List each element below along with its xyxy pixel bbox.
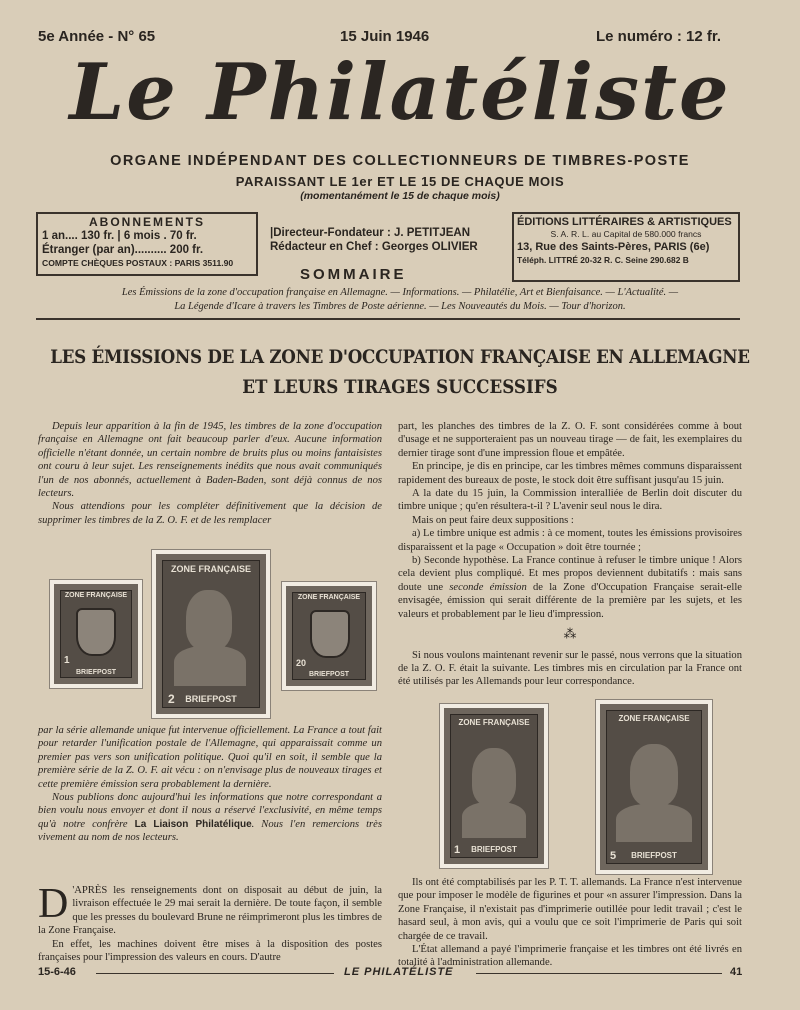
publisher-address: 13, Rue des Saints-Pères, PARIS (6e) (517, 241, 710, 253)
coat-of-arms-icon (76, 608, 116, 656)
paragraph: Depuis leur apparition à la fin de 1945, les timbres de la zone d'occupation française en Allemagne ont fait beaucoup parler d'eux. Aucune information officielle n'étant donnée, un certain nombre de bruits plus ou moins fantaisistes ont couru à leur sujet. Les renseignements inédits que nous avait communiqués l'un de nos abonnés, actuellement à Baden-Baden, sont déjà connus de nos lecteurs. (38, 421, 382, 500)
left-column-middle (38, 724, 382, 845)
masthead-subtitle: ORGANE INDÉPENDANT DES COLLECTIONNEURS DE TIMBRES-POSTE (110, 153, 690, 169)
bust-icon (174, 646, 246, 686)
stamp-zone-francaise-5 (596, 700, 712, 874)
stamp-value: 5 (610, 850, 617, 862)
stamp-label: ZONE FRANÇAISE (297, 594, 361, 601)
stamp-briefpost: BRIEFPOST (308, 671, 350, 678)
article-title-line-2: ET LEURS TIRAGES SUCCESSIFS (242, 376, 558, 398)
paragraph: L'État allemand a payé l'imprimerie française et les timbres ont été livrés en totalité à l'administration allemande. (398, 944, 742, 969)
masthead-frequency: PARAISSANT LE 1er ET LE 15 DE CHAQUE MOIS (235, 174, 565, 189)
subscriptions-foreign: Étranger (par an).......... 200 fr. (42, 244, 204, 256)
stamp-label: ZONE FRANÇAISE (618, 714, 690, 723)
subscriptions-account: COMPTE CHÈQUES POSTAUX : PARIS 3511.90 (42, 258, 234, 268)
issue-date: 15 Juin 1946 (340, 28, 430, 45)
paragraph: par la série allemande unique fut intervenue officiellement. La France a tout fait pour retarder l'unification postale de l'Allemagne, qui apparaissait comme un premier pas vers son unification politique. Quoi qu'il en soit, il semble que la première série de la Z. O. F. ait vécu : on n'envisage plus de nouveaux tirages et cette première émission sera probablement la dernière. (38, 725, 382, 790)
paragraph: Si nous voulons maintenant revenir sur le passé, nous verrons que la situation de la Z. O. F. était la suivante. Les timbres mis en circulation par la France ont été utilisés par les Allemands pour leur correspondance. (398, 649, 742, 688)
stamp-value: 1 (454, 844, 461, 856)
issue-number: 5e Année - N° 65 (38, 28, 156, 45)
stamp-label: ZONE FRANÇAISE (458, 718, 530, 727)
stamp-briefpost: BRIEFPOST (75, 669, 117, 676)
paragraph: A la date du 15 juin, la Commission interalliée de Berlin doit discuter du timbre unique ; qu'en résultera-t-il ? L'avenir seul nous le dira. (398, 488, 742, 513)
right-column-top (398, 420, 742, 689)
right-column-bottom (398, 876, 742, 970)
article-title-line-1: LES ÉMISSIONS DE LA ZONE D'OCCUPATION FRANÇAISE EN ALLEMAGNE (50, 346, 750, 368)
bust-icon (616, 804, 692, 842)
subscriptions-box (36, 212, 258, 276)
publisher-title: ÉDITIONS LITTÉRAIRES & ARTISTIQUES (517, 216, 732, 228)
masthead-frequency-note: (momentanément le 15 de chaque mois) (300, 190, 500, 202)
drop-cap: D (38, 881, 69, 927)
bust-icon (462, 802, 526, 838)
director-line: |Directeur-Fondateur : J. PETITJEAN (270, 227, 471, 239)
paragraph: En effet, les machines doivent être mises à la disposition des postes françaises pour l'impression des valeurs en cours. D'autre (38, 938, 382, 964)
left-column-bottom (38, 881, 382, 964)
publisher-capital: S. A. R. L. au Capital de 580.000 francs (550, 229, 702, 239)
footer-rule-right (476, 973, 722, 974)
paragraph: D 'APRÈS les renseignements dont on disposait au début de juin, la livraison effectuée le 29 mai serait la dernière. De toute façon, il semble que les presses du boulevard Brune ne réimprimeront plus les timbres de la Zone Française. (38, 881, 382, 937)
portrait-icon (472, 748, 516, 806)
masthead-title: Le Philatéliste (69, 47, 731, 138)
portrait-icon (186, 590, 232, 650)
coat-of-arms-icon (310, 610, 350, 658)
stamp-zone-francaise-2 (152, 550, 270, 718)
editor-line: Rédacteur en Chef : Georges OLIVIER (270, 241, 478, 253)
paragraph: b) Seconde hypothèse. La France continue à refuser le timbre unique ! Alors cela devient plus compliqué. Et mes propos deviennent dubitatifs : mais sans doute une seconde émission de la Zone d'Occupation Française serait-elle envisagée, émission qui serait différente de la première par les sujets, et les valeurs et probablement par le lieu d'impression. (398, 555, 742, 620)
subscriptions-title: ABONNEMENTS (88, 215, 205, 229)
paragraph: Nous attendions pour les compléter définitivement que la décision de supprimer les timbres de la Z. O. F. et de les remplacer (38, 501, 382, 526)
footer-title: LE PHILATÉLISTE (344, 966, 454, 978)
publisher-phone: Téléph. LITTRÉ 20-32 R. C. Seine 290.682 B (517, 255, 689, 265)
paragraph: En principe, je dis en principe, car les timbres mêmes communs disparaissent rapidement des bureaux de poste, le stock doit être suffisant jusqu'au 15 juin. (398, 461, 742, 486)
paragraph: Nous publions donc aujourd'hui les informations que notre correspondant a bien voulu nous envoyer et dont il nous a réservé l'exclusivité, en même temps qu'à notre confrère La Liaison Philatélique. Nous l'en remercions très vivement au nom de nos lecteurs. (38, 792, 382, 844)
footer-page-number: 41 (730, 966, 743, 978)
paragraph: Mais on peut faire deux suppositions : (412, 514, 574, 526)
sommaire-title: SOMMAIRE (300, 266, 407, 283)
stamp-value: 20 (296, 658, 307, 668)
portrait-icon (630, 744, 678, 806)
direction-block (270, 226, 478, 254)
paragraph: part, les planches des timbres de la Z. O. F. sont considérées comme à bout d'usage et ne supporteraient pas un nouveau tirage — de fait, les exemplaires du dernier tirage sont d'une impression floue et empâtée. (398, 421, 742, 459)
stamp-briefpost: BRIEFPOST (631, 851, 677, 860)
header-rule (36, 318, 740, 320)
stamp-label: ZONE FRANÇAISE (170, 564, 251, 574)
stamp-label: ZONE FRANÇAISE (64, 592, 128, 599)
stamp-value: 2 (168, 692, 175, 706)
issue-price: Le numéro : 12 fr. (596, 28, 722, 45)
stamp-zone-francaise-3 (282, 582, 376, 690)
sommaire-line-2: La Légende d'Icare à travers les Timbres de Poste aérienne. — Les Nouveautés du Mois. — Tour d'horizon. (174, 301, 626, 312)
publisher-box (512, 212, 740, 282)
footer-date: 15-6-46 (38, 966, 76, 978)
stamp-zone-francaise-1 (50, 580, 142, 688)
stamp-value: 1 (64, 655, 70, 666)
paragraph: Ils ont été comptabilisés par les P. T. T. allemands. La France n'est intervenue que pour imposer le modèle de figurines et pour «n assurer l'impression. Dans la Zone Française, il n'existait pas d'imprimerie outillée pour ledit travail ; c'est le hasard seul, à mon avis, qui a voulu que ce soit l'imprimerie de Paris qui soit chargée de ce travail. (398, 877, 742, 942)
paragraph: a) Le timbre unique est admis : à ce moment, toutes les émissions provisoires disparaissent et la page « Occupation » doit être tournée ; (398, 528, 742, 553)
subscriptions-rates: 1 an.... 130 fr. | 6 mois . 70 fr. (42, 230, 197, 242)
stamp-briefpost: BRIEFPOST (185, 694, 237, 704)
sommaire-line-1: Les Émissions de la zone d'occupation française en Allemagne. — Informations. — Philatélie, Art et Bienfaisance. — L'Actualité. — (121, 287, 679, 298)
stamp-briefpost: BRIEFPOST (471, 845, 517, 854)
footer-rule-left (96, 973, 334, 974)
section-separator: ⁂ (563, 626, 577, 642)
stamp-zone-francaise-4 (440, 704, 548, 868)
left-column-top (38, 420, 382, 527)
